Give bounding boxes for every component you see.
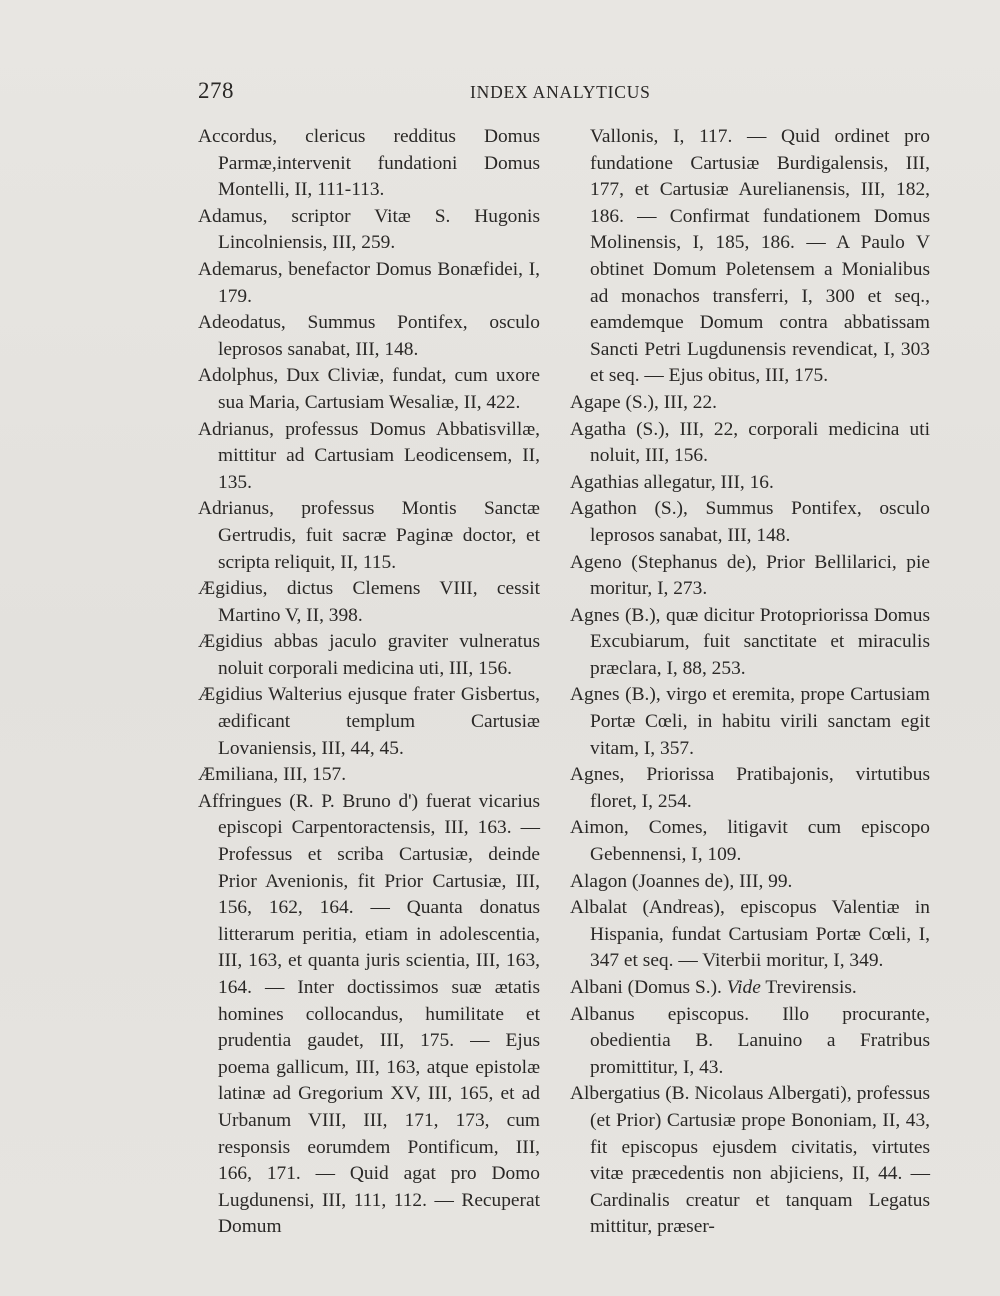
index-entry-albani <box>570 975 930 1002</box>
index-entry: Adeodatus, Summus Pontifex, osculo leprosos sanabat, III, 148. <box>198 312 540 360</box>
albani-head: Albani (Domus S.). <box>570 977 722 998</box>
index-entry: Agnes, Priorissa Pratibajonis, virtutibus floret, I, 254. <box>570 764 930 812</box>
index-entry: Affringues (R. P. Bruno d') fuerat vicarius episcopi Carpentoractensis, III, 163. — Professus et scriba Cartusiæ, deinde Prior Avenionis, fit Prior Cartusiæ, III, 156, 162, 164. — Quanta donatus litterarum peritia, etiam in adolescentia, III, 163, et quanta juris scientia, III, 163, 164. — Inter doctissimos suæ ætatis homines collocandus, humilitate et prudentia gaudet, III, 175. — Ejus poema gallicum, III, 163, atque epistolæ latinæ ad Gregorium XV, III, 165, et ad Urbanum VIII, III, 171, 173, cum responsis eorumdem Pontificum, III, 166, 171. — Quid agat pro Domo Lugdunensi, III, 111, 112. — Recuperat Domum <box>198 790 540 1238</box>
running-head: INDEX ANALYTICUS <box>470 82 651 102</box>
index-entry: Adamus, scriptor Vitæ S. Hugonis Lincolniensis, III, 259. <box>198 205 540 254</box>
index-entry: Æmiliana, III, 157. <box>198 764 347 786</box>
index-entry: Accordus, clericus redditus Domus Parmæ,intervenit fundationi Domus Montelli, II, 111-113. <box>198 126 540 201</box>
index-entry: Ageno (Stephanus de), Prior Bellilarici, pie moritur, I, 273. <box>570 551 930 600</box>
index-entry: Adrianus, professus Domus Abbatisvillæ, mittitur ad Cartusiam Leodicensem, II, 135. <box>198 418 540 493</box>
index-entry: Agnes (B.), quæ dicitur Protopriorissa Domus Excubiarum, fuit sanctitate et miraculis præclara, I, 88, 253. <box>570 604 930 679</box>
index-entry: Albanus episcopus. Illo procurante, obedientia B. Lanuino a Fratribus promittitur, I, 43. <box>570 1003 930 1078</box>
index-entry: Ægidius Walterius ejusque frater Gisbertus, ædificant templum Cartusiæ Lovaniensis, III, 44, 45. <box>198 684 540 759</box>
index-entry: Aimon, Comes, litigavit cum episcopo Gebennensi, I, 109. <box>570 817 930 866</box>
index-entry: Ademarus, benefactor Domus Bonæfidei, I, 179. <box>198 258 540 307</box>
index-entry: Adolphus, Dux Cliviæ, fundat, cum uxore sua Maria, Cartusiam Wesaliæ, II, 422. <box>198 365 540 413</box>
albani-cross-ref: Trevirensis. <box>765 977 857 998</box>
index-entry: Adrianus, professus Montis Sanctæ Gertrudis, fuit sacræ Paginæ doctor, et scripta reliquit, II, 115. <box>198 498 540 573</box>
index-entry-continuation: Vallonis, I, 117. — Quid ordinet pro fundatione Cartusiæ Burdigalensis, III, 177, et Cartusiæ Aurelianensis, III, 182, 186. — Confirmat fundationem Domus Molinensis, I, 185, 186. — A Paulo V obtinet Domum Poletensem a Monialibus ad monachos transferri, I, 300 et seq., eamdemque Domum contra abbatissam Sancti Petri Lugdunensis revendicat, I, 303 et seq. — Ejus obitus, III, 175. <box>590 126 930 387</box>
index-entry: Ægidius abbas jaculo graviter vulneratus noluit corporali medicina uti, III, 156. <box>198 631 540 679</box>
index-entry: Albergatius (B. Nicolaus Albergati), professus (et Prior) Cartusiæ prope Bononiam, II, 43, fit episcopus ejusdem civitatis, virtutes vitæ præcedentis non abjiciens, II, 44. — Cardinalis creatur et tanquam Legatus mittitur, præser- <box>570 1083 930 1238</box>
index-entry: Albalat (Andreas), episcopus Valentiæ in Hispania, fundat Cartusiam Portæ Cœli, I, 347 et seq. — Viterbii moritur, I, 349. <box>570 897 930 972</box>
page-number: 278 <box>198 78 234 103</box>
index-entry: Alagon (Joannes de), III, 99. <box>570 870 793 892</box>
index-entry: Ægidius, dictus Clemens VIII, cessit Martino V, II, 398. <box>198 578 540 626</box>
index-entry: Agathon (S.), Summus Pontifex, osculo leprosos sanabat, III, 148. <box>570 498 930 546</box>
left-column <box>198 124 540 1241</box>
index-entry: Agatha (S.), III, 22, corporali medicina uti noluit, III, 156. <box>570 418 930 467</box>
index-entry: Agnes (B.), virgo et eremita, prope Cartusiam Portæ Cœli, in habitu virili sanctam egit vitam, I, 357. <box>570 684 930 759</box>
index-entry: Agathias allegatur, III, 16. <box>570 471 774 493</box>
right-column <box>570 124 930 1241</box>
index-entry: Agape (S.), III, 22. <box>570 391 718 413</box>
vide-reference: Vide <box>726 977 761 998</box>
